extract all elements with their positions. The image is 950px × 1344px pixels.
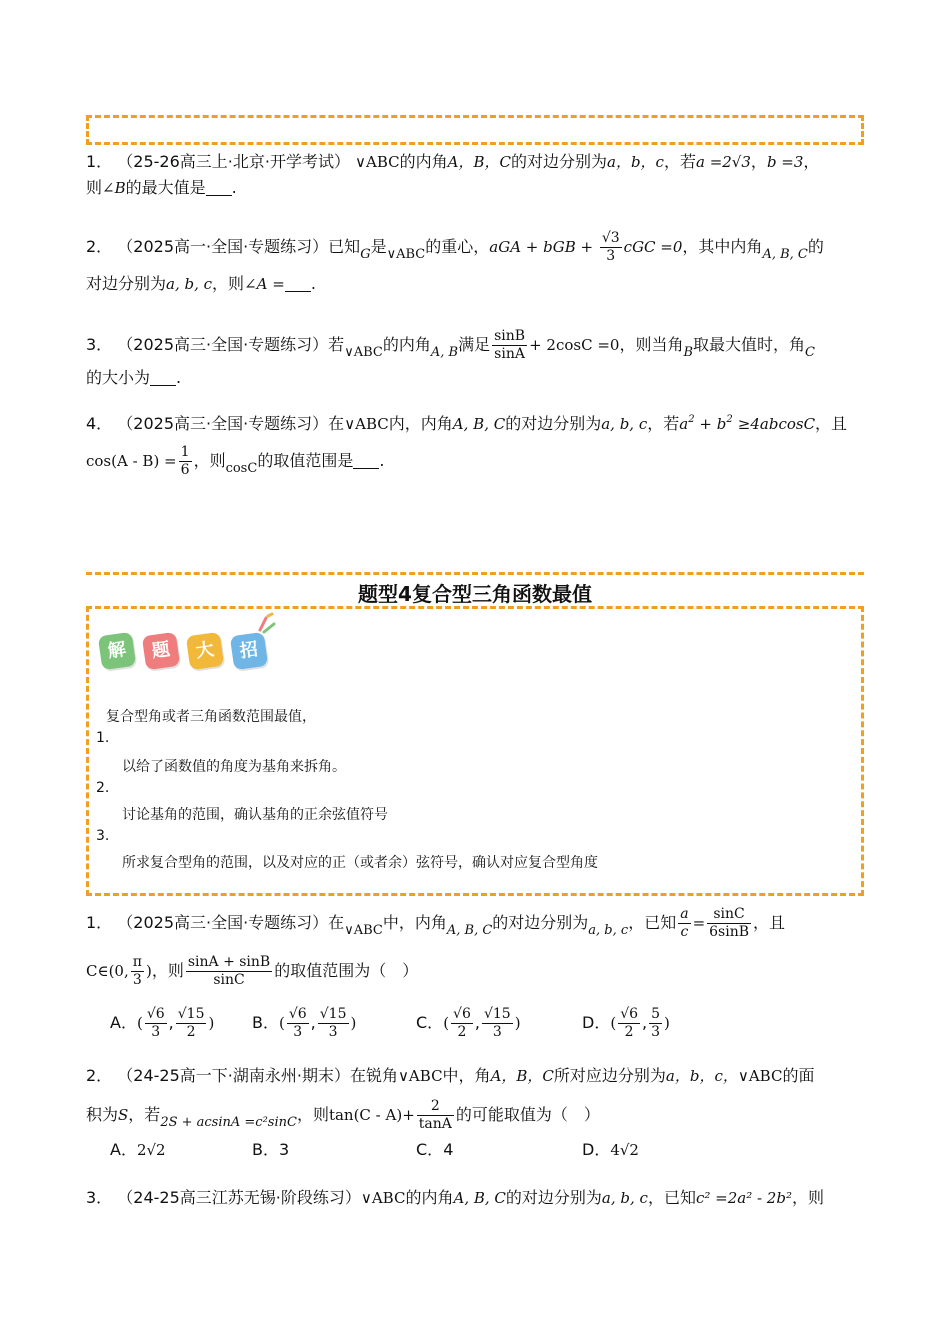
text: ，若 — [647, 414, 680, 433]
fraction — [318, 1006, 349, 1041]
text: 的重心， — [425, 237, 490, 256]
fraction-denominator: 3 — [132, 972, 142, 988]
math-paren: ) — [145, 962, 152, 980]
tip-number: 3. — [96, 828, 110, 844]
fraction-numerator: √15 — [483, 1006, 511, 1022]
math-condition: c² =2a² - 2b² — [695, 1189, 792, 1207]
option-label: D． — [582, 1140, 611, 1159]
question-3-line-2: 的大小为 . — [86, 368, 182, 387]
text: ，且 — [753, 913, 786, 932]
fraction — [145, 1006, 167, 1041]
question-source: （2025高三·全国·专题练习）在 — [117, 913, 345, 932]
badge-zhao: 招 — [230, 632, 268, 670]
fraction — [618, 1006, 640, 1041]
answer-blank — [150, 369, 176, 386]
fraction-denominator: sinC — [213, 972, 245, 988]
option-c[interactable]: C．( $\frac{√6}{2}$ , $\frac{√15}{3}$ ) — [416, 1006, 521, 1040]
text: 满足 — [458, 335, 491, 354]
math-c: C — [805, 345, 815, 360]
text: ，已知 — [647, 1188, 696, 1207]
option-b[interactable]: B．( $\frac{√6}{3}$ , $\frac{√15}{3}$ ) — [252, 1006, 357, 1040]
math-cosc: cosC — [225, 461, 258, 476]
text: 内，内角 — [388, 414, 453, 433]
triangle-symbol: ∨ABC — [386, 247, 426, 262]
fraction-numerator: sinB — [494, 328, 526, 344]
fraction-numerator: a — [680, 906, 689, 922]
fraction — [131, 954, 144, 989]
option-a[interactable] — [110, 1138, 166, 1162]
math-angles: A, B, C — [453, 1189, 506, 1207]
option-value: 4 — [443, 1140, 454, 1159]
s2-question-1-line-2 — [86, 954, 418, 989]
fraction — [417, 1098, 454, 1133]
text: 的对边分别为 — [505, 1188, 602, 1207]
fraction — [176, 1006, 207, 1041]
fraction-numerator: 1 — [180, 444, 190, 460]
option-label: C． — [416, 1140, 444, 1159]
text: 的取值范围是 — [257, 451, 354, 470]
fraction-numerator: √3 — [601, 230, 620, 246]
answer-blank — [353, 452, 379, 469]
s2-question-1-line-1 — [86, 906, 785, 943]
math-sides: a，b，c， — [665, 1067, 738, 1085]
question-number: 1． — [86, 913, 113, 932]
option-label: C． — [416, 1013, 444, 1032]
math-sides: a, b, c — [601, 1189, 648, 1207]
question-number: 4． — [86, 414, 113, 433]
question-3-line-1 — [86, 328, 815, 365]
math-angles: A，B，C — [490, 1067, 554, 1085]
math-s: S — [118, 1106, 129, 1124]
question-1-line-2: 则∠B的最大值是 . — [86, 178, 237, 197]
triangle-symbol: ∨ABC — [397, 1067, 443, 1085]
text: . — [310, 274, 316, 293]
tip-text: 所求复合型角的范围，以及对应的正（或者余）弦符号，确认对应复合型角度 — [122, 855, 598, 871]
triangle-symbol: ∨ABC — [355, 153, 400, 171]
math-sides: a, b, c — [588, 923, 629, 938]
text: ，则 — [212, 274, 245, 293]
text: ，已知 — [628, 913, 677, 932]
text: 的对边分别为 — [505, 414, 602, 433]
text: 的取值范围为（ ） — [274, 961, 419, 980]
text: 的对边分别为 — [511, 152, 608, 171]
text: 的可能取值为（ ） — [455, 1105, 600, 1124]
math-sides: a, b, c — [166, 275, 213, 293]
math-expression: aGA + bGB + — [489, 238, 598, 256]
math-condition: b =3 — [766, 153, 804, 171]
option-d[interactable]: D．( $\frac{√6}{2}$ , $\frac{5}{3}$ ) — [582, 1006, 670, 1040]
text: 积为 — [86, 1105, 119, 1124]
fraction-denominator: c — [680, 924, 689, 940]
text: ，若 — [663, 152, 696, 171]
fraction-denominator: 3 — [328, 1024, 338, 1040]
tip-number: 1. — [96, 730, 110, 746]
fraction-numerator: 5 — [651, 1006, 661, 1022]
fraction-numerator: 2 — [417, 1098, 454, 1116]
question-4-line-2: cos(A - B) = $\frac{1}{6}$ ，则$_{cosC}$的取值范围是 . — [86, 444, 385, 478]
s2-question-3-line-1 — [86, 1186, 824, 1210]
math-angles: A, B — [430, 345, 459, 360]
math-angle: ∠B — [102, 179, 126, 197]
question-2-line-1 — [86, 230, 824, 267]
math-sides: a, b, c — [601, 415, 648, 433]
triangle-symbol: ∨ABC — [344, 415, 389, 433]
answer-blank — [285, 275, 311, 292]
tip-text: 以给了函数值的角度为基角来拆角。 — [122, 759, 346, 775]
fraction-denominator: sinA — [494, 346, 525, 362]
fraction-numerator: √6 — [146, 1006, 165, 1022]
math-expression: cos(A - B) = — [86, 452, 177, 470]
text: ，则 — [193, 451, 226, 470]
fraction-numerator: sinA + sinB — [187, 954, 271, 970]
math-angles: A, B, C — [446, 923, 493, 938]
text: 所对应边分别为 — [553, 1066, 666, 1085]
text: 则 — [86, 178, 103, 197]
triangle-symbol: ∨ABC — [360, 1189, 406, 1207]
fraction-numerator: √15 — [177, 1006, 205, 1022]
option-label: B． — [252, 1013, 279, 1032]
fraction-denominator: 2 — [186, 1024, 196, 1040]
fraction-numerator: √6 — [288, 1006, 307, 1022]
fraction-numerator: √6 — [453, 1006, 471, 1022]
math-equals: = — [692, 914, 706, 932]
fraction — [482, 1006, 513, 1041]
math-angles: A，B，C — [447, 153, 511, 171]
section-title: 题型4复合型三角函数最值 — [358, 582, 592, 606]
text: ，其中内角 — [682, 237, 763, 256]
fraction-denominator: 6 — [180, 462, 190, 478]
math-angle: ∠A = — [244, 275, 285, 293]
spark-icon — [256, 612, 278, 634]
question-source: （2025高三·全国·专题练习）在 — [117, 414, 345, 433]
option-a[interactable]: A．( $\frac{√6}{3}$ , $\frac{√15}{2}$ ) — [110, 1006, 215, 1040]
fraction-denominator: 3 — [293, 1024, 303, 1040]
answer-blank — [206, 179, 232, 196]
fraction — [649, 1006, 662, 1041]
math-b: B — [683, 345, 694, 360]
option-b[interactable] — [252, 1138, 289, 1162]
option-label: B． — [252, 1140, 279, 1159]
text: 中，内角 — [382, 913, 447, 932]
math-angles: A, B, C — [452, 415, 506, 433]
question-number: 2． — [86, 1066, 113, 1085]
text: 的大小为 — [86, 368, 151, 387]
option-label: D． — [582, 1013, 611, 1032]
text: ，且 — [815, 414, 848, 433]
option-value: 3 — [278, 1140, 290, 1159]
fraction-numerator: √15 — [319, 1006, 347, 1022]
question-source: （24-25高三江苏无锡·阶段练习） — [117, 1188, 361, 1207]
s2-question-2-line-1 — [86, 1064, 814, 1088]
math-condition: a =2√3 — [695, 153, 751, 171]
fraction — [451, 1006, 473, 1041]
math-expression: tan(C - A)+ — [328, 1106, 415, 1124]
question-1-line-1: 1． （25-26高三上·北京·开学考试） ∨ABC的内角A，B，C的对边分别为a，b，c，若a =2√3，b =3， — [86, 152, 820, 171]
fraction-denominator: 3 — [492, 1024, 502, 1040]
tip-number: 2. — [96, 780, 110, 796]
question-4-line-1: 4． （2025高三·全国·专题练习）在∨ABC内，内角A, B, C的对边分别为a, b, c，若$a^2 + b^2 \ge 4abcosC$，且 — [86, 414, 848, 433]
math-inequality: ≥4abcosC — [737, 415, 816, 433]
option-label: A． — [110, 1013, 137, 1032]
option-d[interactable] — [582, 1138, 639, 1162]
option-value: 4√2 — [610, 1141, 639, 1159]
fraction — [287, 1006, 309, 1041]
math-g: G — [360, 247, 371, 262]
text: ，则当角 — [619, 335, 684, 354]
text: 取最大值时，角 — [693, 335, 806, 354]
fraction — [492, 328, 527, 363]
question-number: 1． — [86, 152, 113, 171]
math-angles: A, B, C — [762, 247, 808, 262]
triangle-symbol: ∨ABC — [737, 1067, 783, 1085]
text: 是 — [370, 237, 387, 256]
text: 的 — [807, 237, 824, 256]
triangle-symbol: ∨ABC — [344, 923, 383, 938]
math-expression: + 2cosC =0 — [529, 336, 620, 354]
option-c[interactable] — [416, 1138, 453, 1162]
text: ，则 — [791, 1188, 824, 1207]
triangle-symbol: ∨ABC — [344, 345, 383, 360]
question-source: （2025高三·全国·专题练习）若 — [117, 335, 345, 354]
fraction-denominator: 3 — [606, 248, 616, 264]
math-sides: a，b，c — [607, 153, 664, 171]
question-number: 3． — [86, 335, 113, 354]
question-2-line-2 — [86, 272, 316, 296]
option-value: 2√2 — [136, 1141, 166, 1159]
badge-ti: 题 — [142, 632, 180, 670]
text: 对边分别为 — [86, 274, 167, 293]
question-source: （2025高一·全国·专题练习）已知 — [117, 237, 361, 256]
fraction — [707, 906, 751, 941]
fraction-numerator: sinC — [707, 906, 751, 924]
question-number: 3． — [86, 1188, 113, 1207]
s2-question-2-line-2 — [86, 1098, 600, 1135]
text: ，若 — [128, 1105, 161, 1124]
math-expression: cGC =0 — [623, 238, 683, 256]
text: 的内角 — [405, 1188, 454, 1207]
tips-intro: 复合型角或者三角函数范围最值， — [106, 709, 316, 725]
math-expression: C∈(0, — [86, 962, 129, 980]
text: ，则 — [151, 961, 184, 980]
tip-text: 讨论基角的范围，确认基角的正余弦值符号 — [122, 807, 388, 823]
fraction-denominator: 2 — [457, 1024, 467, 1040]
text: ，则 — [296, 1105, 329, 1124]
fraction-denominator: tanA — [418, 1116, 452, 1132]
text: 的面 — [782, 1066, 815, 1085]
fraction-denominator: 3 — [151, 1024, 161, 1040]
fraction — [678, 906, 690, 941]
fraction — [186, 954, 272, 989]
fraction-numerator: √6 — [620, 1006, 639, 1022]
option-label: A． — [110, 1140, 137, 1159]
text: 的对边分别为 — [492, 913, 589, 932]
text: 中，角 — [442, 1066, 491, 1085]
section-divider — [86, 572, 864, 575]
question-source: （25-26高三上·北京·开学考试） — [117, 152, 350, 171]
badge-da: 大 — [186, 632, 224, 670]
text: 的最大值是 — [125, 178, 206, 197]
fraction — [600, 230, 622, 265]
math-condition: 2S + acsinA =c²sinC — [160, 1115, 297, 1130]
fraction — [179, 444, 192, 479]
question-source: （24-25高一下·湖南永州·期末）在锐角 — [117, 1066, 398, 1085]
fraction-denominator: 3 — [651, 1024, 661, 1040]
badge-jie: 解 — [98, 632, 136, 670]
top-dashed-frame — [86, 115, 864, 145]
fraction-numerator: π — [132, 954, 142, 970]
text: 的内角 — [399, 152, 448, 171]
fraction-denominator: 6sinB — [709, 924, 750, 940]
text: 的内角 — [382, 335, 431, 354]
fraction-denominator: 2 — [624, 1024, 634, 1040]
question-number: 2． — [86, 237, 113, 256]
